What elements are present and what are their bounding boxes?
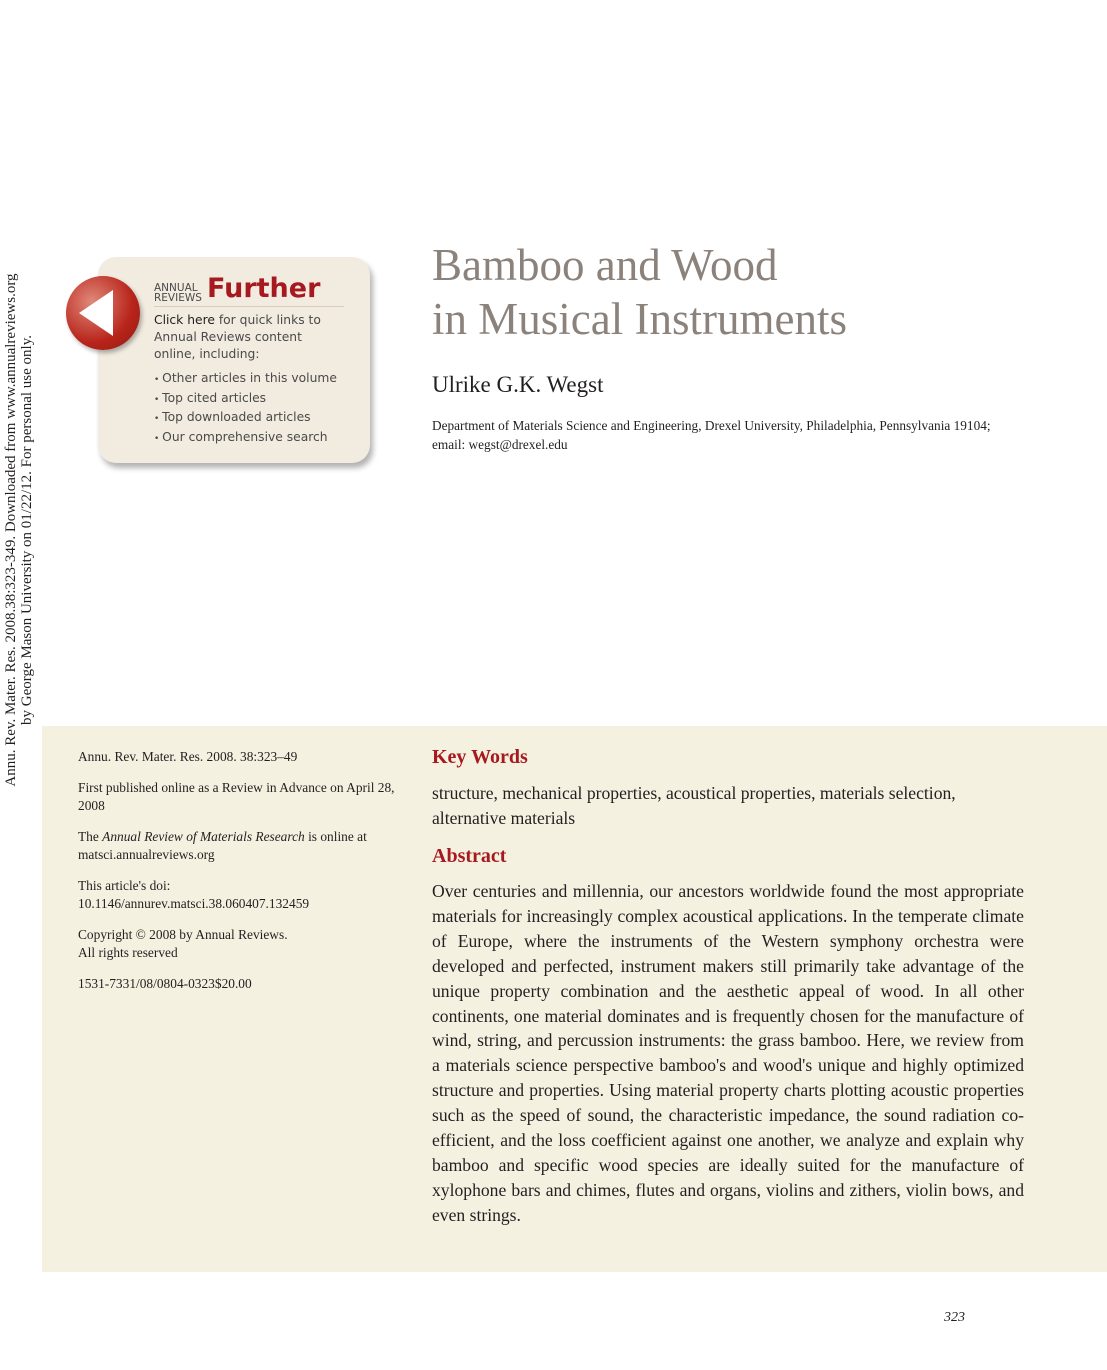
title-line-1: Bamboo and Wood [432,240,778,290]
play-left-icon [79,290,113,336]
further-link-other-articles[interactable]: • Other articles in this volume [154,370,344,390]
issn-code: 1531-7331/08/0804-0323$20.00 [78,976,252,991]
further-text: for quick links to Annual Reviews content online, including: [154,313,321,361]
logo-annual: ANNUAL [154,282,198,294]
first-published: First published online as a Review in Advance on April 28, 2008 [78,780,395,813]
click-here-link[interactable]: Click here [154,313,215,327]
article-title [432,238,847,346]
page-number: 323 [944,1310,965,1325]
online-note [78,828,398,864]
affiliation: Department of Materials Science and Engineering, Drexel University, Philadelphia, Pennsylvania 19104; email: wegst@drexel.edu [432,418,991,452]
download-notice-line1: Annu. Rev. Mater. Res. 2008.38:323-349. Downloaded from www.annualreviews.org [3,273,19,787]
doi [78,877,398,913]
copyright [78,926,398,962]
title-line-2: in Musical Instruments [432,294,847,344]
online-prefix: The [78,829,103,844]
abstract-heading: Abstract [432,845,507,867]
copyright-line: Copyright © 2008 by Annual Reviews. [78,927,288,942]
citation: Annu. Rev. Mater. Res. 2008. 38:323–49 [78,749,298,764]
key-words-heading: Key Words [432,746,528,768]
author: Ulrike G.K. Wegst [432,372,604,397]
doi-label: This article's doi: [78,878,171,893]
rights-line: All rights reserved [78,945,178,960]
download-notice [0,0,40,830]
further-content [154,275,344,448]
further-heading: Further [207,273,321,304]
abstract-text: Over centuries and millennia, our ancestors worldwide found the most appropriate materials for increasingly complex acoustical applications. In the temperate climate of Europe, where the instruments of the Western symphony orchestra were developed and perfected, instrument makers still primarily take advantage of the unique property combination and the aesthetic appeal of wood. In all other continents, one material dominates and is frequently chosen for the manufacture of wind, string, and percussion instruments: the grass bamboo. Here, we review from a materials science perspective bamboo's and wood's unique and highly optimized structure and properties. Using material property charts plotting acoustic properties such as the speed of sound, the characteristic impedance, the sound radiation coefficient, and the loss coefficient against one another, we analyze and explain why bamboo and specific wood species are ideally suited for the manufacture of xylophone bars and chimes, flutes and organs, violins and zithers, violin bows, and even strings. [432,881,1024,1225]
further-link-top-cited[interactable]: • Top cited articles [154,390,344,410]
article-meta [78,748,398,1006]
online-suffix: is online at matsci.annualreviews.org [78,829,367,862]
further-link-top-downloaded[interactable]: • Top downloaded articles [154,409,344,429]
logo-reviews: REVIEWS [154,292,202,304]
divider [154,306,344,307]
doi-value: 10.1146/annurev.matsci.38.060407.132459 [78,896,310,911]
further-link-search[interactable]: • Our comprehensive search [154,429,344,449]
back-arrow-button[interactable] [66,276,140,350]
annual-reviews-logo [154,283,202,303]
download-notice-line2: by George Mason University on 01/22/12. For personal use only. [18,335,35,725]
journal-name: Annual Review of Materials Research [102,829,305,844]
key-words: structure, mechanical properties, acoustical properties, materials selection, alternative materials [432,783,956,828]
